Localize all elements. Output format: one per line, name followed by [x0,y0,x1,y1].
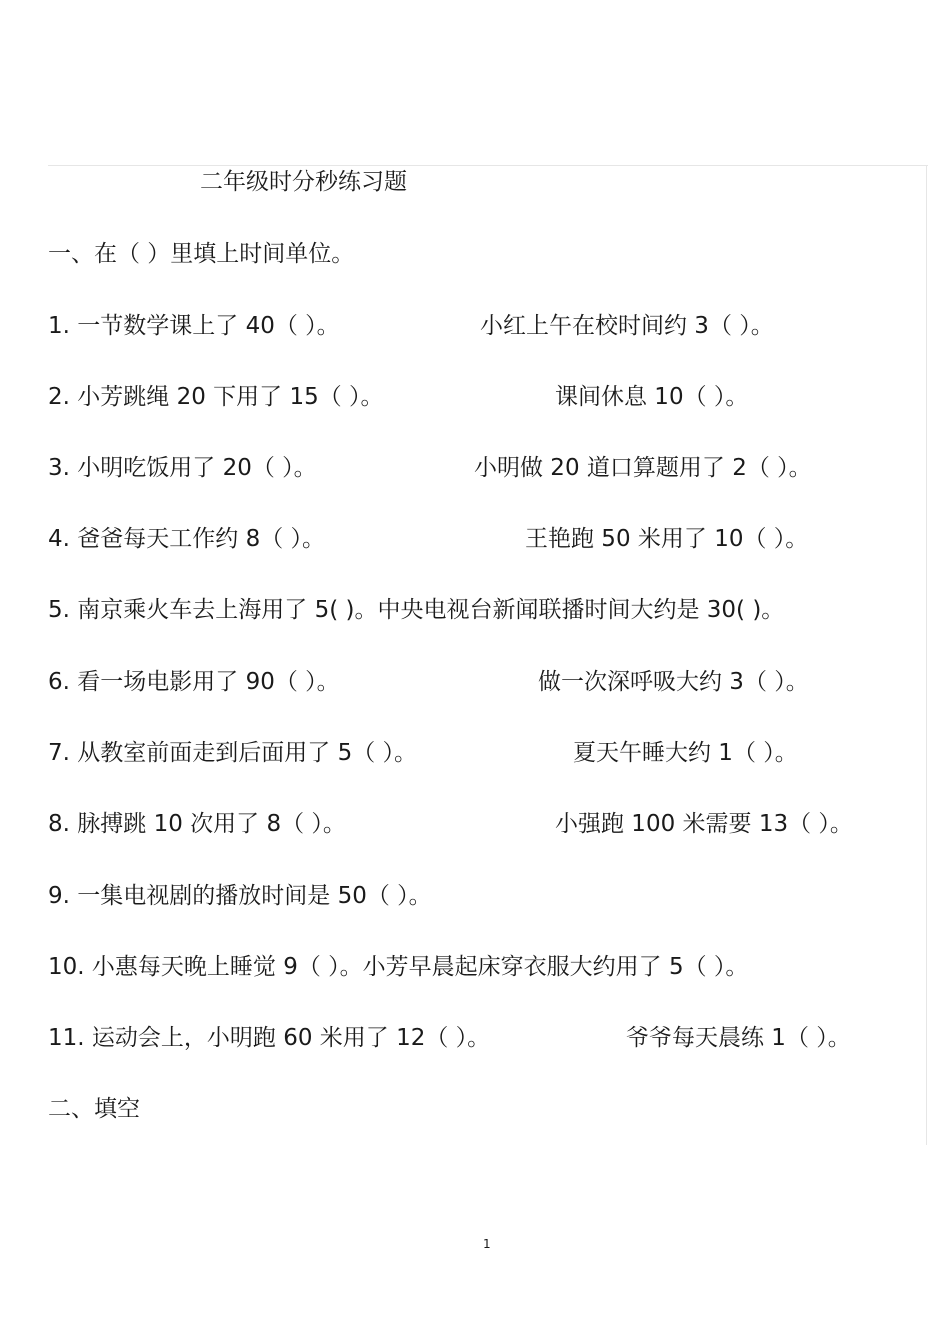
question-right: 小明做 20 道口算题用了 2（ ）。 [474,455,812,481]
question-item-2 [48,381,749,413]
question-left: 5. 南京乘火车去上海用了 5( )。中央电视台新闻联播时间大约是 30( )。 [48,597,785,623]
question-left: 2. 小芳跳绳 20 下用了 15（ ）。 [48,384,384,410]
question-left: 8. 脉搏跳 10 次用了 8（ ）。 [48,811,346,837]
question-right: 小红上午在校时间约 3（ ）。 [480,313,774,339]
question-left: 10. 小惠每天晚上睡觉 9（ ）。小芳早晨起床穿衣服大约用了 5（ ）。 [48,954,749,980]
question-item-7 [48,737,798,769]
question-right: 课间休息 10（ ）。 [555,384,749,410]
question-item-3 [48,452,812,484]
question-item-1 [48,310,774,342]
question-item-5 [48,594,784,626]
page-number: 1 [483,1237,491,1251]
question-left: 4. 爸爸每天工作约 8（ ）。 [48,526,326,552]
question-right: 夏天午睡大约 1（ ）。 [573,740,798,766]
question-item-4 [48,523,809,555]
question-right: 小强跑 100 米需要 13（ ）。 [555,811,853,837]
question-item-8 [48,808,853,840]
page-top-rule [48,165,928,166]
question-left: 3. 小明吃饭用了 20（ ）。 [48,455,317,481]
section2-heading: 二、填空 [48,1096,140,1122]
question-item-9 [48,880,432,912]
question-item-11 [48,1022,851,1054]
question-left: 1. 一节数学课上了 40（ ）。 [48,313,340,339]
question-item-10 [48,951,748,983]
question-right: 做一次深呼吸大约 3（ ）。 [538,669,809,695]
question-right: 爷爷每天晨练 1（ ）。 [626,1025,851,1051]
question-item-6 [48,666,809,698]
question-left: 6. 看一场电影用了 90（ ）。 [48,669,340,695]
question-left: 11. 运动会上，小明跑 60 米用了 12（ ）。 [48,1025,491,1051]
page-right-rule [926,165,927,1145]
question-right: 王艳跑 50 米用了 10（ ）。 [525,526,809,552]
question-left: 7. 从教室前面走到后面用了 5（ ）。 [48,740,418,766]
section1-heading: 一、在（ ）里填上时间单位。 [48,241,355,267]
page-title: 二年级时分秒练习题 [200,169,407,195]
question-left: 9. 一集电视剧的播放时间是 50（ ）。 [48,883,432,909]
